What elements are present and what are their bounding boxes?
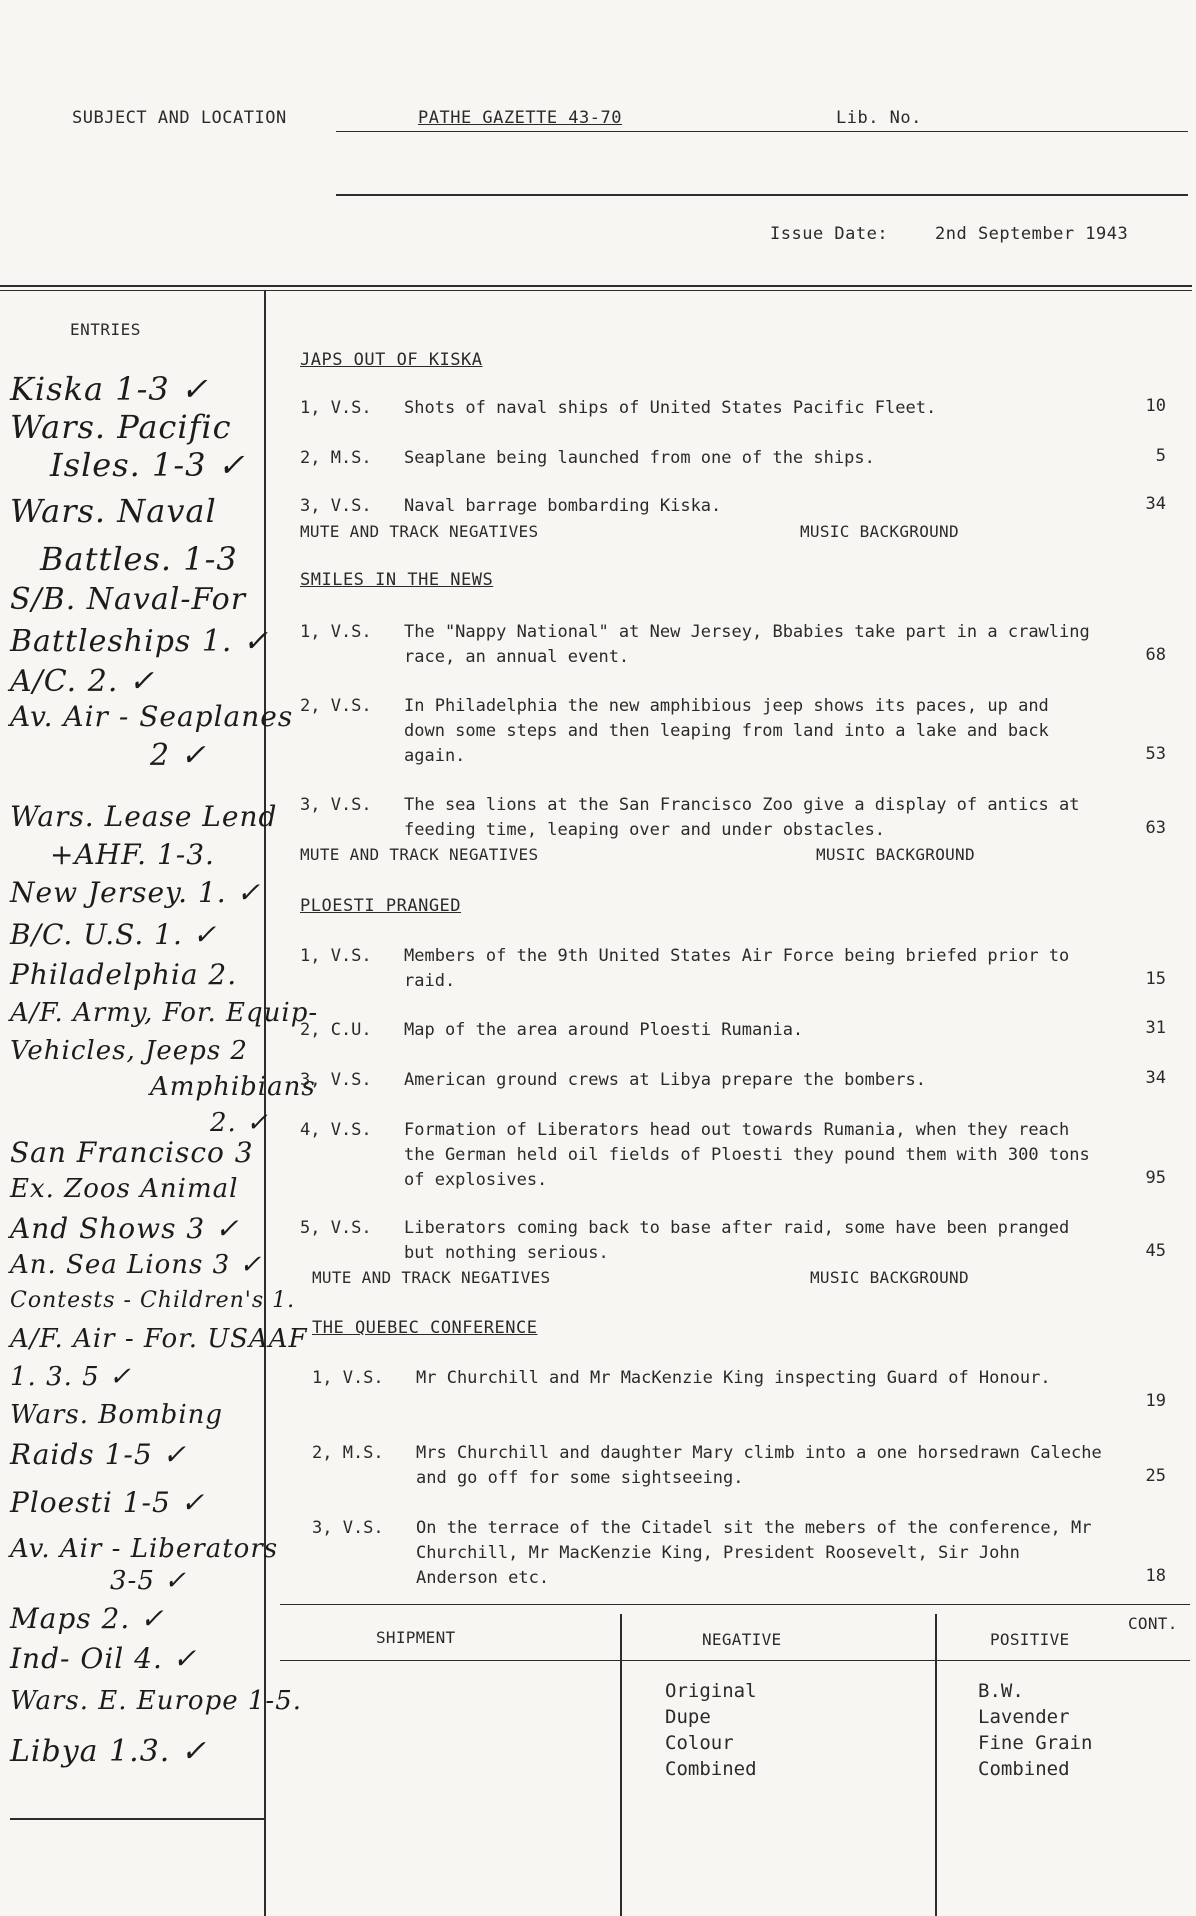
handwritten-entry: B/C. U.S. 1. ✓ (10, 918, 218, 951)
shot-number: 2, M.S. (300, 448, 372, 468)
shot-number: 1, V.S. (300, 946, 372, 966)
shot-description: The "Nappy National" at New Jersey, Bbabies take part in a crawling race, an annual event. (404, 622, 1090, 667)
footage: 25 (1145, 1466, 1166, 1486)
footage: 5 (1155, 446, 1166, 466)
music-background-label: MUSIC BACKGROUND (816, 845, 975, 864)
handwritten-entry: Libya 1.3. ✓ (10, 1734, 208, 1769)
handwritten-entry: Av. Air - Seaplanes (10, 700, 294, 733)
section-title: SMILES IN THE NEWS (300, 570, 494, 590)
cont-label: CONT. (1128, 1614, 1178, 1633)
handwritten-entry: An. Sea Lions 3 ✓ (10, 1250, 263, 1280)
shot-item (300, 494, 1100, 519)
footage: 15 (1145, 969, 1166, 989)
shot-item (300, 620, 1100, 670)
shot-number: 2, C.U. (300, 1020, 372, 1040)
handwritten-entry: And Shows 3 ✓ (10, 1212, 240, 1245)
issue-date-label: Issue Date: (770, 224, 889, 244)
handwritten-entry: A/F. Air - For. USAAF (10, 1324, 308, 1354)
shot-description: Shots of naval ships of United States Pacific Fleet. (404, 398, 937, 418)
handwritten-entry: Contests - Children's 1. (10, 1288, 296, 1313)
shot-description: In Philadelphia the new amphibious jeep shows its paces, up and down some steps and then leaping from land into a lake and back again. (404, 696, 1049, 766)
shot-number: 2, M.S. (312, 1443, 384, 1463)
handwritten-entry: Ex. Zoos Animal (10, 1174, 239, 1204)
negative-option: Dupe (665, 1706, 711, 1728)
positive-option: Combined (978, 1758, 1070, 1780)
positive-option: Fine Grain (978, 1732, 1093, 1754)
handwritten-entry: A/C. 2. ✓ (10, 664, 156, 699)
shot-description: Naval barrage bombarding Kiska. (404, 496, 722, 516)
shot-description: American ground crews at Libya prepare the bombers. (404, 1070, 926, 1090)
handwritten-entry: 2 ✓ (150, 738, 207, 773)
footage: 63 (1145, 818, 1166, 838)
column-divider (264, 290, 266, 1916)
positive-option: B.W. (978, 1680, 1024, 1702)
handwritten-entry: S/B. Naval-For (10, 582, 247, 617)
footage: 53 (1145, 744, 1166, 764)
shot-item (300, 793, 1100, 843)
shot-item (300, 1216, 1100, 1266)
handwritten-entry: Vehicles, Jeeps 2 (10, 1036, 248, 1066)
handwritten-entry: Wars. Pacific (10, 408, 232, 446)
positive-options (978, 1678, 1092, 1782)
section-title: PLOESTI PRANGED (300, 896, 462, 916)
handwritten-entry: 2. ✓ (210, 1108, 269, 1138)
footage: 34 (1145, 1068, 1166, 1088)
footage: 18 (1145, 1566, 1166, 1586)
subject-location-label: SUBJECT AND LOCATION (72, 108, 287, 128)
shot-item (300, 396, 1100, 421)
shot-number: 3, V.S. (300, 496, 372, 516)
shot-item (300, 1118, 1100, 1193)
music-background-label: MUSIC BACKGROUND (800, 522, 959, 541)
section-title: THE QUEBEC CONFERENCE (312, 1318, 538, 1338)
shot-description: Mrs Churchill and daughter Mary climb into a one horsedrawn Caleche and go off for some sightseeing. (416, 1443, 1102, 1488)
handwritten-entry: +AHF. 1-3. (50, 838, 215, 871)
negative-option: Combined (665, 1758, 757, 1780)
header-rule-1 (336, 131, 1188, 132)
handwritten-entry: Wars. Bombing (10, 1400, 224, 1430)
handwritten-entry: Wars. E. Europe 1-5. (10, 1686, 303, 1716)
shot-item (300, 1068, 1100, 1093)
mute-track-label: MUTE AND TRACK NEGATIVES (300, 522, 539, 541)
shot-description: Seaplane being launched from one of the ships. (404, 448, 875, 468)
entries-end-rule (10, 1818, 264, 1820)
handwritten-entry: Kiska 1-3 ✓ (10, 370, 209, 408)
shot-item (312, 1366, 1112, 1391)
handwritten-entry: Av. Air - Liberators (10, 1534, 279, 1564)
music-background-label: MUSIC BACKGROUND (810, 1268, 969, 1287)
top-divider-2 (0, 290, 1192, 291)
negative-header: NEGATIVE (702, 1630, 782, 1649)
mute-track-label: MUTE AND TRACK NEGATIVES (300, 845, 539, 864)
shot-description: The sea lions at the San Francisco Zoo give a display of antics at feeding time, leaping over and under obstacles. (404, 795, 1080, 840)
shot-item (300, 944, 1100, 994)
shot-number: 1, V.S. (300, 622, 372, 642)
shot-number: 2, V.S. (300, 696, 372, 716)
handwritten-entry: A/F. Army, For. Equip- (10, 998, 319, 1028)
shot-item (312, 1516, 1112, 1591)
entries-label: ENTRIES (70, 320, 141, 339)
table-top-rule (280, 1604, 1190, 1605)
shot-item (300, 1018, 1100, 1043)
footage: 34 (1145, 494, 1166, 514)
table-header-rule (280, 1660, 1190, 1661)
shot-item (300, 446, 1100, 471)
handwritten-entry: Battleships 1. ✓ (10, 624, 270, 659)
shot-item (300, 694, 1100, 769)
shot-description: Liberators coming back to base after raid, some have been pranged but nothing serious. (404, 1218, 1070, 1263)
handwritten-entry: Maps 2. ✓ (10, 1602, 165, 1635)
footage: 19 (1145, 1391, 1166, 1411)
shot-number: 1, V.S. (312, 1368, 384, 1388)
negative-options (665, 1678, 757, 1782)
handwritten-entry: 3-5 ✓ (110, 1566, 187, 1596)
shot-description: Mr Churchill and Mr MacKenzie King inspecting Guard of Honour. (416, 1368, 1051, 1388)
footage: 95 (1145, 1168, 1166, 1188)
shot-description: Map of the area around Ploesti Rumania. (404, 1020, 804, 1040)
gazette-number: PATHE GAZETTE 43-70 (418, 108, 622, 128)
issue-date: 2nd September 1943 (935, 224, 1129, 244)
shot-number: 3, V.S. (300, 795, 372, 815)
handwritten-entry: Raids 1-5 ✓ (10, 1438, 188, 1471)
section-title: JAPS OUT OF KISKA (300, 350, 483, 370)
handwritten-entry: New Jersey. 1. ✓ (10, 876, 262, 909)
shipment-header: SHIPMENT (376, 1628, 456, 1647)
handwritten-entry: Ind- Oil 4. ✓ (10, 1642, 198, 1675)
footage: 31 (1145, 1018, 1166, 1038)
positive-header: POSITIVE (990, 1630, 1070, 1649)
shot-number: 5, V.S. (300, 1218, 372, 1238)
negative-option: Original (665, 1680, 757, 1702)
handwritten-entry: Amphibians (150, 1072, 316, 1102)
negative-option: Colour (665, 1732, 734, 1754)
footage: 45 (1145, 1241, 1166, 1261)
positive-option: Lavender (978, 1706, 1070, 1728)
handwritten-entry: Isles. 1-3 ✓ (50, 446, 246, 484)
shot-description: On the terrace of the Citadel sit the mebers of the conference, Mr Churchill, Mr MacKenzie King, President Roosevelt, Sir John Anderson etc. (416, 1518, 1092, 1588)
lib-no-label: Lib. No. (836, 108, 922, 128)
shot-description: Members of the 9th United States Air Force being briefed prior to raid. (404, 946, 1070, 991)
handwritten-entry: San Francisco 3 (10, 1136, 254, 1169)
shot-number: 3, V.S. (312, 1518, 384, 1538)
handwritten-entry: 1. 3. 5 ✓ (10, 1362, 132, 1392)
handwritten-entry: Philadelphia 2. (10, 958, 238, 991)
handwritten-entry: Ploesti 1-5 ✓ (10, 1486, 206, 1519)
shot-number: 3, V.S. (300, 1070, 372, 1090)
handwritten-entry: Wars. Naval (10, 492, 217, 530)
mute-track-label: MUTE AND TRACK NEGATIVES (312, 1268, 551, 1287)
top-divider (0, 285, 1192, 287)
shot-number: 4, V.S. (300, 1120, 372, 1140)
footage: 10 (1145, 396, 1166, 416)
footage: 68 (1145, 645, 1166, 665)
shot-number: 1, V.S. (300, 398, 372, 418)
handwritten-entry: Battles. 1-3 (40, 540, 238, 578)
handwritten-entry: Wars. Lease Lend (10, 800, 278, 833)
shot-item (312, 1441, 1112, 1491)
shot-description: Formation of Liberators head out towards Rumania, when they reach the German held oil fields of Ploesti they pound them with 300 tons of explosives. (404, 1120, 1090, 1190)
header-rule-2 (336, 194, 1188, 196)
